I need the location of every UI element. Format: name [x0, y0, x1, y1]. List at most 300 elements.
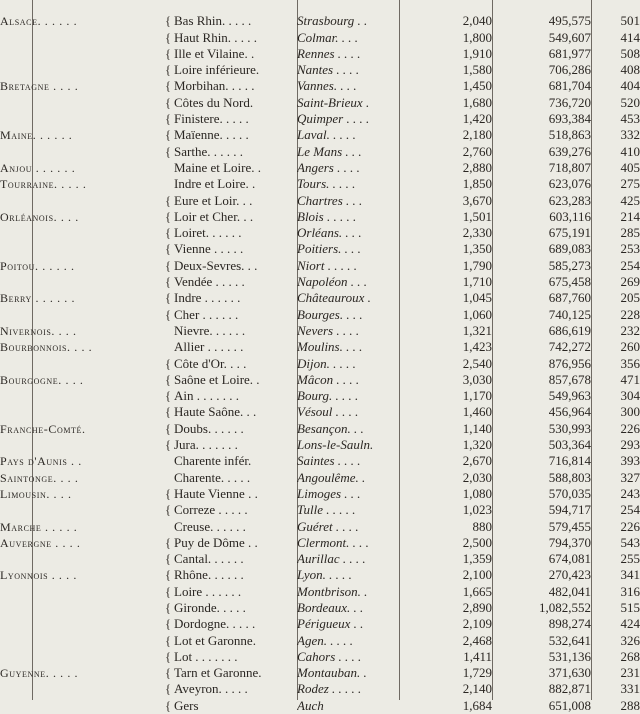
area-cell: 1,501	[462, 208, 492, 224]
pop-cell: 898,274	[548, 616, 591, 632]
dept-cell: Gers	[174, 697, 199, 713]
province-cell: Orléanois. . . .	[0, 209, 79, 224]
area-cell: 3,030	[462, 371, 492, 387]
city-cell: Rennes . . . .	[297, 45, 361, 61]
province-cell	[0, 111, 162, 127]
city-cell: Dijon. . . . .	[297, 355, 356, 371]
pop-cell: 495,575	[548, 13, 591, 29]
province-cell	[0, 404, 162, 420]
area-cell: 1,710	[462, 274, 492, 290]
brace-mark: {	[164, 355, 172, 371]
brace-mark: {	[164, 241, 172, 257]
table-row	[0, 616, 640, 632]
brace-mark	[162, 323, 174, 339]
dept-cell: Lot . . . . . . .	[174, 648, 238, 664]
brace-mark	[162, 470, 174, 486]
dept-cell: Haute Vienne . .	[174, 485, 258, 501]
pop-cell: 585,273	[548, 257, 591, 273]
dept-cell: Correze . . . . .	[174, 502, 248, 518]
pop-cell: 570,035	[548, 485, 591, 501]
city-cell: Niort . . . . .	[297, 257, 357, 273]
dept-cell: Cher . . . . . .	[174, 306, 239, 322]
pop-cell: 623,283	[548, 192, 591, 208]
brace-mark: {	[164, 257, 172, 273]
city-cell: Napoléon . . .	[297, 274, 368, 290]
province-cell	[0, 274, 162, 290]
dept-cell: Maïenne. . . . .	[174, 127, 249, 143]
brace-mark	[162, 339, 174, 355]
brace-mark: {	[164, 290, 172, 306]
pop-cell: 681,977	[548, 45, 591, 61]
brace-mark	[162, 176, 174, 192]
province-cell	[0, 600, 162, 616]
table-row	[0, 323, 640, 339]
pop-cell: 456,964	[548, 404, 591, 420]
province-cell: Maine. . . . . .	[0, 128, 73, 143]
brace-mark: {	[164, 437, 172, 453]
deputies-cell: 543	[620, 534, 640, 550]
area-cell: 3,670	[462, 192, 492, 208]
area-cell: 2,760	[462, 143, 492, 159]
city-cell: Strasbourg . .	[297, 13, 368, 29]
dept-cell: Jura. . . . . . .	[174, 437, 238, 453]
table-row	[0, 307, 640, 323]
pop-cell: 742,272	[548, 339, 591, 355]
area-cell: 2,180	[462, 127, 492, 143]
deputies-cell: 327	[620, 469, 640, 485]
table-row	[0, 698, 640, 714]
dept-cell: Sarthe. . . . . .	[174, 143, 243, 159]
table-row	[0, 584, 640, 600]
deputies-cell: 293	[620, 437, 640, 453]
brace-mark: {	[164, 599, 172, 615]
deputies-cell: 520	[620, 94, 640, 110]
deputies-cell: 243	[620, 485, 640, 501]
province-cell	[0, 307, 162, 323]
city-cell: Périgueux . .	[297, 616, 364, 632]
brace-mark: {	[164, 648, 172, 664]
city-cell: Lyon. . . . .	[297, 567, 352, 583]
brace-mark	[162, 453, 174, 469]
province-cell: Saintonge. . . .	[0, 470, 79, 485]
area-cell: 1,321	[462, 322, 492, 338]
province-cell: Lyonnois . . . .	[0, 568, 77, 583]
area-cell: 2,109	[462, 616, 492, 632]
dept-cell: Indre et Loire. .	[174, 176, 256, 192]
pop-cell	[492, 0, 591, 13]
province-cell: Franche-Comté.	[0, 421, 86, 436]
province-cell	[0, 616, 162, 632]
city-cell: Montbrison. .	[297, 583, 368, 599]
province-cell	[0, 584, 162, 600]
area-cell: 1,350	[462, 241, 492, 257]
area-cell: 2,140	[462, 681, 492, 697]
city-cell: Vésoul . . . .	[297, 404, 359, 420]
dept-cell: Haut Rhin. . . . .	[174, 29, 258, 45]
area-cell: 1,850	[462, 176, 492, 192]
pop-cell: 674,081	[548, 551, 591, 567]
deputies-cell: 331	[620, 681, 640, 697]
area-cell: 2,040	[462, 13, 492, 29]
table-row	[0, 681, 640, 697]
dept-cell: Morbihan. . . . .	[174, 78, 255, 94]
city-cell: Cahors . . . .	[297, 648, 362, 664]
city-cell: Clermont. . . .	[297, 534, 369, 550]
area-cell: 2,880	[462, 159, 492, 175]
area-cell: 2,030	[462, 469, 492, 485]
pop-cell: 531,136	[548, 648, 591, 664]
dept-cell: Deux-Sevres. . .	[174, 257, 258, 273]
area-cell: 1,729	[462, 665, 492, 681]
deputies-cell: 332	[620, 127, 640, 143]
dept-cell: Indre . . . . . .	[174, 290, 241, 306]
brace-mark: {	[164, 388, 172, 404]
deputies-cell: 316	[620, 583, 640, 599]
table-row	[0, 111, 640, 127]
table-row	[0, 404, 640, 420]
area-cell: 2,330	[462, 225, 492, 241]
brace-mark: {	[164, 371, 172, 387]
city-cell: Saint-Brieux .	[297, 94, 370, 110]
pop-cell: 639,276	[548, 143, 591, 159]
pop-cell: 518,863	[548, 127, 591, 143]
deputies-cell: 288	[620, 697, 640, 713]
brace-mark: {	[164, 534, 172, 550]
pop-cell: 794,370	[548, 534, 591, 550]
table-row	[0, 209, 640, 225]
city-cell: Laval. . . . .	[297, 127, 356, 143]
deputies-cell: 501	[620, 13, 640, 29]
city-cell: Blois . . . . .	[297, 208, 357, 224]
city-cell: Tulle . . . . .	[297, 502, 356, 518]
deputies-cell: 453	[620, 111, 640, 127]
area-cell: 1,450	[462, 78, 492, 94]
deputies-cell: 405	[620, 159, 640, 175]
city-cell: Vannes. . . .	[297, 78, 357, 94]
dept-cell: Creuse. . . . . .	[174, 518, 246, 534]
dept-cell: Ain . . . . . . .	[174, 388, 239, 404]
pop-cell: 675,191	[548, 225, 591, 241]
province-cell: Anjou . . . . . .	[0, 160, 76, 175]
city-cell: Tours. . . . .	[297, 176, 356, 192]
province-cell	[0, 0, 162, 13]
pop-cell: 371,630	[548, 665, 591, 681]
province-cell	[0, 502, 162, 518]
city-cell: Nantes . . . .	[297, 62, 360, 78]
table-row	[0, 78, 640, 94]
deputies-cell: 226	[620, 420, 640, 436]
pop-cell: 716,814	[548, 453, 591, 469]
pop-cell: 623,076	[548, 176, 591, 192]
area-cell: 1,045	[462, 290, 492, 306]
province-cell: Limousin. . . .	[0, 486, 72, 501]
pop-cell: 718,807	[548, 159, 591, 175]
province-cell	[0, 681, 162, 697]
area-cell: 1,170	[462, 388, 492, 404]
brace-mark: {	[164, 420, 172, 436]
brace-mark: {	[164, 616, 172, 632]
pop-cell: 686,619	[548, 322, 591, 338]
city-cell: Auch	[297, 697, 324, 713]
table-row	[0, 535, 640, 551]
province-cell	[0, 95, 162, 111]
province-cell: Guyenne. . . . .	[0, 666, 79, 681]
city-cell: Bordeaux. . .	[297, 599, 364, 615]
province-cell: Bourgogne. . . .	[0, 372, 84, 387]
area-cell: 1,080	[462, 485, 492, 501]
brace-mark	[162, 519, 174, 535]
pop-cell: 603,116	[549, 208, 591, 224]
deputies-cell: 404	[620, 78, 640, 94]
table-row	[0, 0, 640, 13]
dept-cell: Puy de Dôme . .	[174, 534, 258, 550]
brace-mark: {	[164, 13, 172, 29]
deputies-cell: 253	[620, 241, 640, 257]
table-row	[0, 46, 640, 62]
area-cell: 1,423	[462, 339, 492, 355]
pop-cell: 687,760	[548, 290, 591, 306]
table-row	[0, 127, 640, 143]
deputies-cell: 356	[620, 355, 640, 371]
deputies-cell: 414	[620, 29, 640, 45]
brace-mark: {	[164, 632, 172, 648]
pop-cell: 693,384	[548, 111, 591, 127]
deputies-cell: 254	[620, 257, 640, 273]
deputies-cell: 254	[620, 502, 640, 518]
province-cell	[0, 437, 162, 453]
table-row	[0, 502, 640, 518]
brace-mark: {	[164, 45, 172, 61]
pop-cell: 594,717	[548, 502, 591, 518]
dept-cell: Aveyron. . . . .	[174, 681, 248, 697]
pop-cell: 530,993	[548, 420, 591, 436]
brace-mark: {	[164, 127, 172, 143]
deputies-cell: 424	[620, 616, 640, 632]
deputies-cell: 515	[620, 599, 640, 615]
city-cell: Lons-le-Sauln.	[297, 437, 374, 453]
brace-mark: {	[164, 551, 172, 567]
deputies-cell: 408	[620, 62, 640, 78]
dept-cell: Doubs. . . . . .	[174, 420, 244, 436]
pop-cell: 857,678	[548, 371, 591, 387]
brace-mark: {	[164, 502, 172, 518]
table-row	[0, 95, 640, 111]
dept-cell: Côte d'Or. . . .	[174, 355, 247, 371]
city-cell: Le Mans . . .	[297, 143, 362, 159]
pop-cell: 675,458	[548, 274, 591, 290]
deputies-cell	[591, 0, 640, 13]
deputies-cell: 304	[620, 388, 640, 404]
pop-cell: 503,364	[548, 437, 591, 453]
province-cell: Bretagne . . . .	[0, 79, 79, 94]
brace-mark: {	[164, 78, 172, 94]
table-row	[0, 290, 640, 306]
table-row	[0, 519, 640, 535]
dept-cell: Rhône. . . . . .	[174, 567, 244, 583]
brace-mark: {	[164, 567, 172, 583]
table-row	[0, 649, 640, 665]
city-cell: Rodez . . . . .	[297, 681, 362, 697]
area-cell: 2,468	[462, 632, 492, 648]
area-cell: 1,023	[462, 502, 492, 518]
city-cell: Mâcon . . . .	[297, 371, 360, 387]
deputies-cell: 255	[620, 551, 640, 567]
province-cell	[0, 633, 162, 649]
pop-cell: 588,803	[548, 469, 591, 485]
pop-cell: 681,704	[548, 78, 591, 94]
city-cell: Guéret . . . .	[297, 518, 359, 534]
city-cell: Besançon. . .	[297, 420, 364, 436]
brace-mark: {	[164, 94, 172, 110]
brace-mark: {	[164, 404, 172, 420]
dept-cell: Vendée . . . . .	[174, 274, 245, 290]
dept-cell: Loiret. . . . . .	[174, 225, 242, 241]
area-cell: 1,800	[462, 29, 492, 45]
city-cell: Angers . . . .	[297, 159, 360, 175]
pop-cell: 579,455	[548, 518, 591, 534]
province-cell	[0, 62, 162, 78]
deputies-cell: 471	[620, 371, 640, 387]
brace-mark: {	[164, 665, 172, 681]
dept-cell: Nievre. . . . . .	[174, 322, 246, 338]
city-cell: Orléans. . . .	[297, 225, 362, 241]
table-row	[0, 13, 640, 29]
dept-cell	[174, 0, 297, 13]
dept-cell: Vienne . . . . .	[174, 241, 244, 257]
province-cell	[0, 241, 162, 257]
deputies-cell: 341	[620, 567, 640, 583]
pop-cell: 270,423	[548, 567, 591, 583]
table-row	[0, 551, 640, 567]
deputies-cell: 410	[620, 143, 640, 159]
city-cell: Bourg. . . . .	[297, 388, 359, 404]
pop-cell: 706,286	[548, 62, 591, 78]
brace-mark: {	[164, 274, 172, 290]
province-cell: Poitou. . . . . .	[0, 258, 75, 273]
deputies-cell: 232	[620, 322, 640, 338]
pop-cell: 482,041	[548, 583, 591, 599]
table-row	[0, 470, 640, 486]
deputies-cell: 228	[620, 306, 640, 322]
area-cell: 2,890	[462, 599, 492, 615]
dept-cell: Lot et Garonne.	[174, 632, 256, 648]
table-row	[0, 633, 640, 649]
table-row	[0, 600, 640, 616]
deputies-cell: 275	[620, 176, 640, 192]
city-cell	[297, 0, 399, 13]
brace-mark: {	[164, 583, 172, 599]
deputies-cell: 260	[620, 339, 640, 355]
province-cell	[0, 551, 162, 567]
deputies-cell: 214	[620, 208, 640, 224]
area-cell: 2,540	[462, 355, 492, 371]
area-cell: 2,670	[462, 453, 492, 469]
table-row	[0, 388, 640, 404]
province-cell: Marche . . . . .	[0, 519, 78, 534]
city-cell: Angoulême. .	[297, 469, 366, 485]
table-row	[0, 567, 640, 583]
dept-cell: Loire . . . . . .	[174, 583, 242, 599]
table-row	[0, 144, 640, 160]
dept-cell: Haute Saône. . .	[174, 404, 257, 420]
table-row	[0, 486, 640, 502]
dept-cell: Bas Rhin. . . . .	[174, 13, 252, 29]
province-cell: Pays d'Aunis . .	[0, 454, 82, 469]
province-cell	[0, 46, 162, 62]
brace-mark: {	[164, 485, 172, 501]
city-cell: Nevers . . . .	[297, 322, 360, 338]
brace-mark: {	[164, 192, 172, 208]
province-cell	[0, 356, 162, 372]
area-cell: 1,320	[462, 437, 492, 453]
city-cell: Moulins. . . .	[297, 339, 363, 355]
brace-mark: {	[164, 208, 172, 224]
table-row	[0, 62, 640, 78]
province-cell	[0, 144, 162, 160]
pop-cell: 532,641	[548, 632, 591, 648]
area-cell: 1,665	[462, 583, 492, 599]
table-row	[0, 421, 640, 437]
table-row	[0, 437, 640, 453]
dept-cell: Eure et Loir. . .	[174, 192, 253, 208]
deputies-cell: 393	[620, 453, 640, 469]
table-row	[0, 176, 640, 192]
area-cell: 1,684	[462, 697, 492, 713]
city-cell: Colmar. . . .	[297, 29, 359, 45]
dept-cell: Allier . . . . . .	[174, 339, 244, 355]
deputies-cell: 425	[620, 192, 640, 208]
table-row	[0, 339, 640, 355]
deputies-cell: 205	[620, 290, 640, 306]
province-cell	[0, 388, 162, 404]
pop-cell: 549,963	[548, 388, 591, 404]
city-cell: Limoges . . .	[297, 485, 361, 501]
area-cell: 1,140	[462, 420, 492, 436]
province-cell	[0, 30, 162, 46]
city-cell: Quimper . . . .	[297, 111, 370, 127]
table-row	[0, 30, 640, 46]
brace-mark: {	[164, 29, 172, 45]
dept-cell: Charente. . . . .	[174, 469, 251, 485]
deputies-cell: 231	[620, 665, 640, 681]
pop-cell: 1,082,552	[539, 599, 591, 615]
province-cell: Auvergne . . . .	[0, 535, 81, 550]
province-cell	[0, 193, 162, 209]
province-cell: Alsace. . . . . .	[0, 14, 78, 29]
area-cell: 880	[472, 518, 492, 534]
area-cell: 2,500	[462, 534, 492, 550]
city-cell: Châteauroux .	[297, 290, 371, 306]
pop-cell: 740,125	[548, 306, 591, 322]
dept-cell: Loir et Cher. . .	[174, 208, 254, 224]
deputies-cell: 269	[620, 274, 640, 290]
dept-cell: Ille et Vilaine. .	[174, 45, 255, 61]
table-row	[0, 453, 640, 469]
province-cell: Berry . . . . . .	[0, 291, 76, 306]
area-cell: 1,680	[462, 94, 492, 110]
city-cell: Saintes . . . .	[297, 453, 361, 469]
dept-cell: Saône et Loire. .	[174, 371, 260, 387]
province-cell	[0, 649, 162, 665]
deputies-cell: 326	[620, 632, 640, 648]
province-cell: Nivernois. . . .	[0, 323, 77, 338]
deputies-cell: 268	[620, 648, 640, 664]
brace-mark: {	[164, 143, 172, 159]
brace-mark: {	[164, 62, 172, 78]
dept-cell: Loire inférieure.	[174, 62, 260, 78]
dept-cell: Charente infér.	[174, 453, 252, 469]
pop-cell: 651,008	[548, 697, 591, 713]
